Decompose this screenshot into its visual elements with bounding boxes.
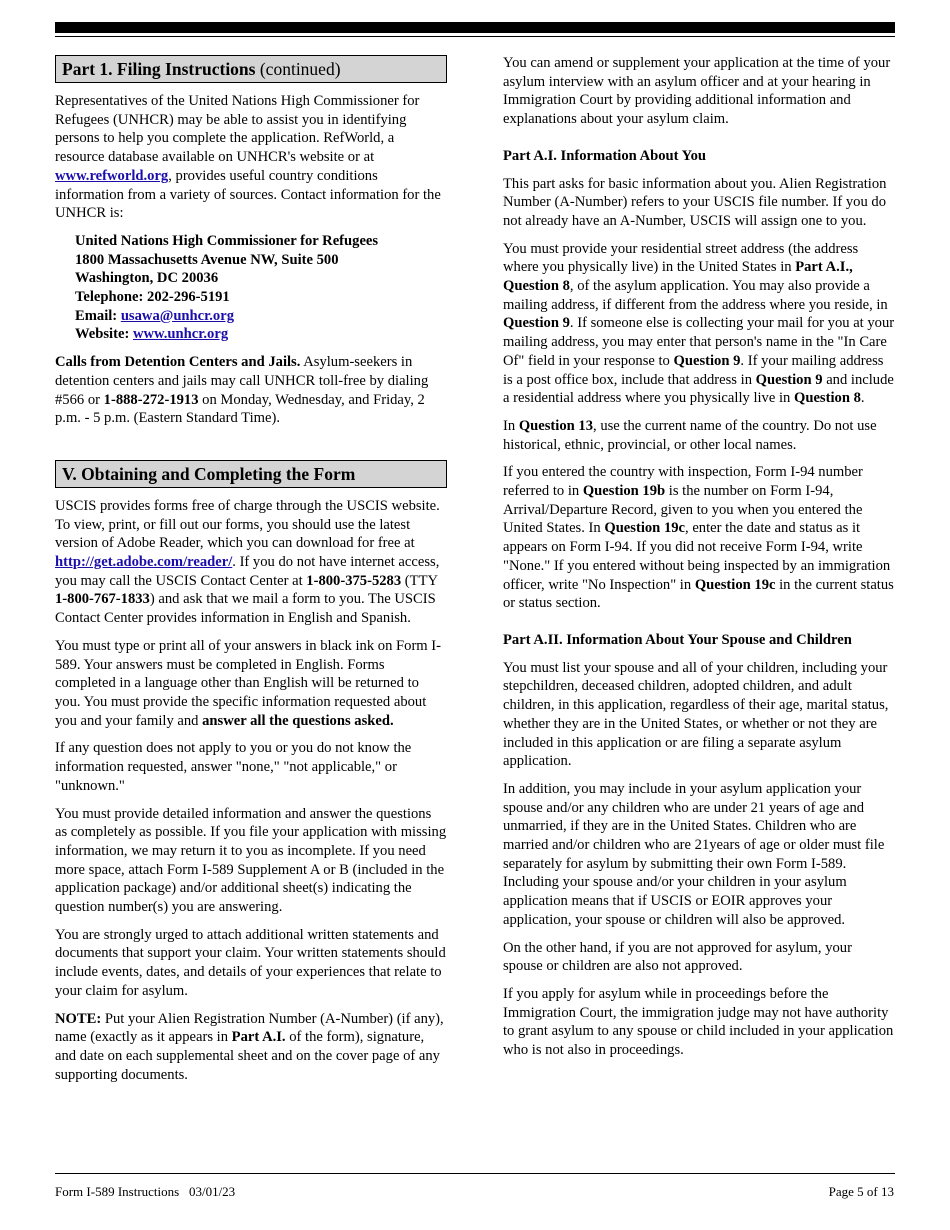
part-aii-heading: Part A.II. Information About Your Spouse and Children — [503, 631, 852, 648]
part-ai-heading: Part A.I. Information About You — [503, 147, 706, 164]
top-rule — [55, 22, 895, 33]
aii-paragraph-3: On the other hand, if you are not approved for asylum, your spouse or children are also not approved. — [503, 939, 852, 975]
footer-page-number: Page 5 of 13 — [828, 1184, 894, 1199]
top-rule-thin — [55, 36, 895, 37]
detention-paragraph: Calls from Detention Centers and Jails. Asylum-seekers in detention centers and jails may call UNHCR toll-free by dialing #566 or 1-888-272-1913 on Monday, Wednesday, and Friday, 2 p.m. - 5 p.m. (Eastern Standard Time). — [55, 354, 429, 427]
footer-rule — [55, 1173, 895, 1174]
v-paragraph-1: USCIS provides forms free of charge through the USCIS website. To view, print, or fill out our forms, you should use the latest version of Adobe Reader, which you can download for free at http://get.adobe.com/reader/. If you do not have internet access, you may call the USCIS Contact Center at 1-800-375-5283 (TTY 1-800-767-1833) and ask that we mail a form to you. The USCIS Contact Center provides information in English and Spanish. — [55, 497, 440, 627]
aii-paragraph-1: You must list your spouse and all of your children, including your stepchildren, deceased children, adopted children, and adult children, in this application, regardless of their age, marital status, whether they are in the United States, or whether or not they are included in this application or are filing a separate asylum application. — [503, 659, 889, 770]
footer-form-id: Form I-589 Instructions 03/01/23 — [55, 1184, 236, 1199]
section-v-header: V. Obtaining and Completing the Form — [55, 460, 447, 488]
ai-paragraph-3: In Question 13, use the current name of the country. Do not use historical, ethnic, provincial, or other local names. — [503, 417, 877, 453]
left-column — [55, 54, 447, 1093]
v-paragraph-3: If any question does not apply to you or you do not know the information requested, answer "none," "not applicable," or "unknown." — [55, 740, 412, 794]
unhcr-website-link[interactable]: www.unhcr.org — [132, 326, 229, 343]
v-paragraph-5: You are strongly urged to attach additional written statements and documents that support your claim. Your written statements should include events, dates, and details of your experiences that relate to your claim for asylum. — [55, 926, 446, 999]
refworld-link[interactable]: www.refworld.org — [55, 167, 169, 184]
ai-paragraph-2: You must provide your residential street address (the address where you physically live) in the United States in Part A.I., Question 8, of the asylum application. You may also provide a mailing address, if different from the address where you reside, in Question 9. If someone else is collecting your mail for you at your mailing address, you may enter that person's name in the "In Care Of" field in your response to Question 9. If your mailing address is a post office box, include that address in Question 9 and include a residential address where you physically live in Question 8. — [503, 240, 895, 407]
v-paragraph-4: You must provide detailed information and answer the questions as completely as possible. If you file your application with missing information, we may return it to you as incomplete. If you need more space, attach Form I-589 Supplement A or B (included in the application package) and/or additional sheet(s) indicating the question number(s) you are answering. — [55, 805, 447, 916]
note-paragraph: NOTE: Put your Alien Registration Number (A-Number) (if any), name (exactly as it appears in Part A.I. of the form), signature, and date on each supplemental sheet and on the cover page of any supporting documents. — [55, 1010, 444, 1083]
v-paragraph-2: You must type or print all of your answers in black ink on Form I-589. Your answers must be completed in English. Forms completed in a language other than English will be returned to you. You must provide the specific information requested about you and your family and answer all the questions asked. — [55, 637, 442, 729]
aii-paragraph-4: If you apply for asylum while in proceedings before the Immigration Court, the immigration judge may not have authority to grant asylum to any spouse or child included in your application who is not also in proceedings. — [503, 985, 894, 1059]
part1-header: Part 1. Filing Instructions (continued) — [55, 55, 447, 83]
ai-paragraph-1: This part asks for basic information about you. Alien Registration Number (A-Number) refers to your USCIS file number. If you do not already have an A-Number, USCIS will assign one to you. — [503, 175, 887, 229]
unhcr-address: United Nations High Commissioner for Refugees 1800 Massachusetts Avenue NW, Suite 500 Washington, DC 20036 Telephone: 202-296-5191 Email: usawa@unhcr.org Website: www.unhcr.org — [75, 232, 379, 343]
unhcr-email-link[interactable]: usawa@unhcr.org — [120, 307, 234, 324]
aii-paragraph-2: In addition, you may include in your asylum application your spouse and/or any children who are under 21 years of age and unmarried, if they are in the United States. Children who are married and/or children who are 21years of age or older must file separately for asylum by submitting their own Form I-589. Including your spouse and/or your children in your asylum application means that if USCIS or EOIR approves your application, your spouse or children will also be approved. — [503, 780, 885, 928]
right-column — [503, 54, 895, 1069]
adobe-reader-link[interactable]: http://get.adobe.com/reader/ — [55, 554, 233, 571]
ai-paragraph-4: If you entered the country with inspection, Form I-94 number referred to in Question 19b is the number on Form I-94, Arrival/Departure Record, given to you when you entered the United States. In Question 19c, enter the date and status as it appears on Form I-94. If you did not receive Form I-94, write "None." If you entered without being inspected by an immigration officer, write "No Inspection" in Question 19c in the current status or status section. — [503, 464, 894, 612]
amend-paragraph: You can amend or supplement your application at the time of your asylum interview with an asylum officer and at your hearing in Immigration Court by providing additional information and explanations about your asylum claim. — [503, 55, 891, 128]
unhcr-paragraph: Representatives of the United Nations High Commissioner for Refugees (UNHCR) may be able to assist you in identifying persons to help you complete the application. RefWorld, a resource database available on UNHCR's website or at www.refworld.org, provides useful country conditions information from a variety of sources. Contact information for the UNHCR is: — [55, 93, 441, 222]
